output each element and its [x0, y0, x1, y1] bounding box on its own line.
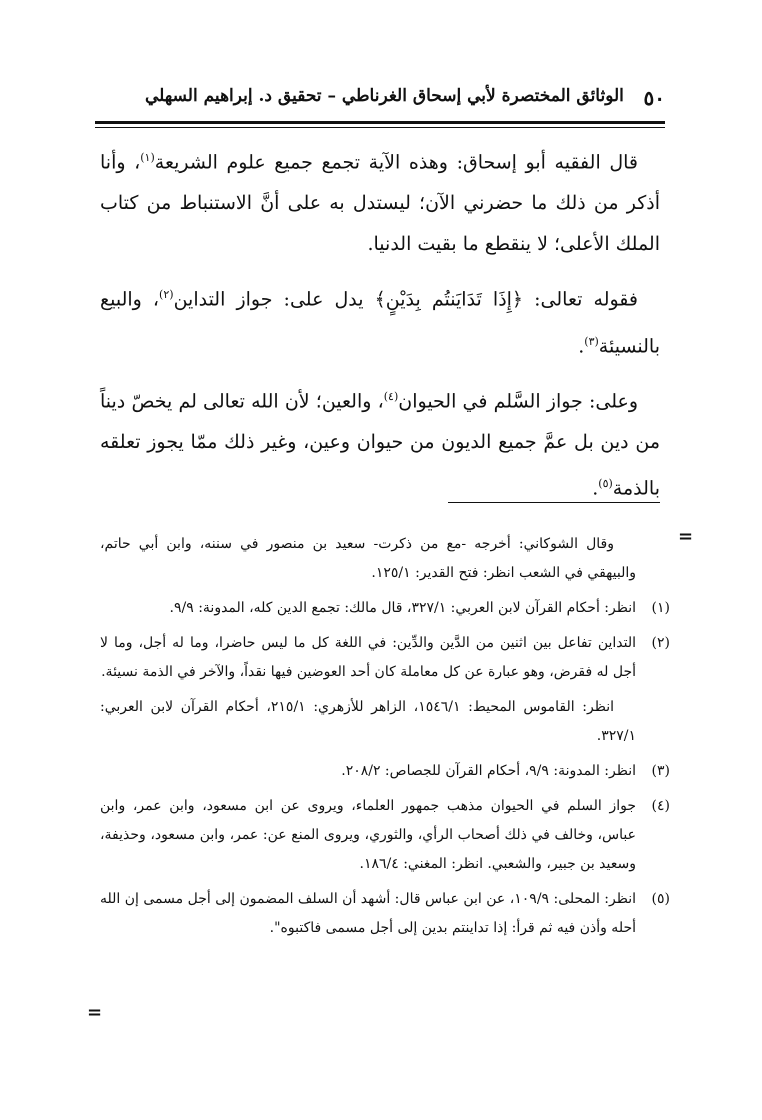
paragraph-2 [100, 274, 660, 367]
paragraph-3 [100, 376, 660, 510]
running-title: الوثائق المختصرة لأبي إسحاق الغرناطي – تحقيق د. إبراهيم السهلي [145, 86, 624, 106]
footnote-number: (١) [651, 600, 670, 616]
paragraph-2-tail: . [578, 334, 585, 357]
paragraph-1-tail: ، وأنا أذكر من ذلك ما حضرني الآن؛ ليستدل به على أنَّ الاستنباط من كتاب الملك الأعلى؛ لا ينقطع ما بقيت الدنيا. [100, 151, 660, 256]
continuation-marker-top: = [678, 526, 694, 547]
footnote-1 [100, 594, 670, 623]
paragraph-2-mid: ، والبيع بالنسيئة [100, 288, 660, 357]
continuation-marker-bottom: = [87, 1002, 103, 1023]
footnote-number: (٢) [651, 635, 670, 651]
footnote-continuation: وقال الشوكاني: أخرجه -مع من ذكرت- سعيد بن منصور في سننه، وابن أبي حاتم، والبيهقي في الشعب انظر: فتح القدير: ١٢٥/١. [100, 536, 636, 581]
footnote-ref-2: (٢) [159, 288, 174, 302]
footnote-ref-1: (١) [140, 151, 155, 164]
paragraph-2-text: فقوله تعالى: ﴿إِذَا تَدَايَنتُم بِدَيْنٍ﴾ يدل على: جواز التداين [173, 288, 638, 311]
footnote-number: (٣) [651, 763, 670, 779]
header-rule-thick [95, 121, 665, 124]
footnote-text: انظر: أحكام القرآن لابن العربي: ٣٢٧/١، قال مالك: تجمع الدين كله، المدونة: ٩/٩. [169, 600, 636, 616]
footnote-text: جواز السلم في الحيوان مذهب جمهور العلماء، ويروى عن ابن مسعود، وابن عمر، وابن عباس، وخالف في ذلك أصحاب الرأي، والثوري، ويروى المنع عن: عمر، وابن مسعود، وحذيفة، وسعيد بن جبير، والشعبي. انظر: المغني: ١٨٦/٤. [100, 798, 636, 872]
footnote-3 [100, 757, 670, 786]
footnote-5 [100, 885, 670, 943]
footnotes [100, 530, 670, 949]
footnote-text: التداين تفاعل بين اثنين من الدَّين والدِّين: في اللغة كل ما ليس حاضرا، وما له أجل، وما لا أجل له فقرض، وهو عبارة عن كل معاملة كان أحد العوضين فيها نقداً، والآخر في الذمة نسيئة. [100, 635, 636, 680]
paragraph-1-text: قال الفقيه أبو إسحاق: وهذه الآية تجمع جميع علوم الشريعة [154, 151, 638, 174]
footnote-text: انظر: المحلى: ١٠٩/٩، عن ابن عباس قال: أشهد أن السلف المضمون إلى أجل مسمى إن الله أحله وأذن فيه ثم قرأ: إذا تداينتم بدين إلى أجل مسمى فاكتبوه". [100, 891, 636, 936]
footnote-text: انظر: المدونة: ٩/٩، أحكام القرآن للجصاص: ٢٠٨/٢. [341, 763, 636, 779]
page-header [95, 84, 665, 118]
footnote-number: (٥) [651, 891, 670, 907]
footnote-ref-4: (٤) [383, 389, 399, 403]
paragraph-3-mid: ، والعين؛ لأن الله تعالى لم يخصّ ديناً من دين بل عمَّ جميع الديون من حيوان وعين، وغير ذلك ممّا يجوز تعلقه بالذمة [100, 390, 660, 500]
footnote-2 [100, 629, 670, 687]
footnote-ref-5: (٥) [598, 477, 613, 491]
footnote-2-continuation: انظر: القاموس المحيط: ١٥٤٦/١، الزاهر للأزهري: ٢١٥/١، أحكام القرآن لابن العربي: ٣٢٧/١. [100, 699, 636, 744]
footnote-separator [448, 502, 660, 503]
footnote-4 [100, 792, 670, 879]
footnote-number: (٤) [651, 798, 670, 814]
main-text [100, 137, 660, 519]
paragraph-3-text: وعلى: جواز السَّلم في الحيوان [398, 390, 639, 413]
paragraph-3-tail: . [592, 477, 599, 500]
footnote-ref-3: (٣) [584, 334, 599, 348]
header-rule-thin [95, 127, 665, 128]
paragraph-1 [100, 137, 660, 265]
page-number: ٥٠ [643, 86, 665, 110]
